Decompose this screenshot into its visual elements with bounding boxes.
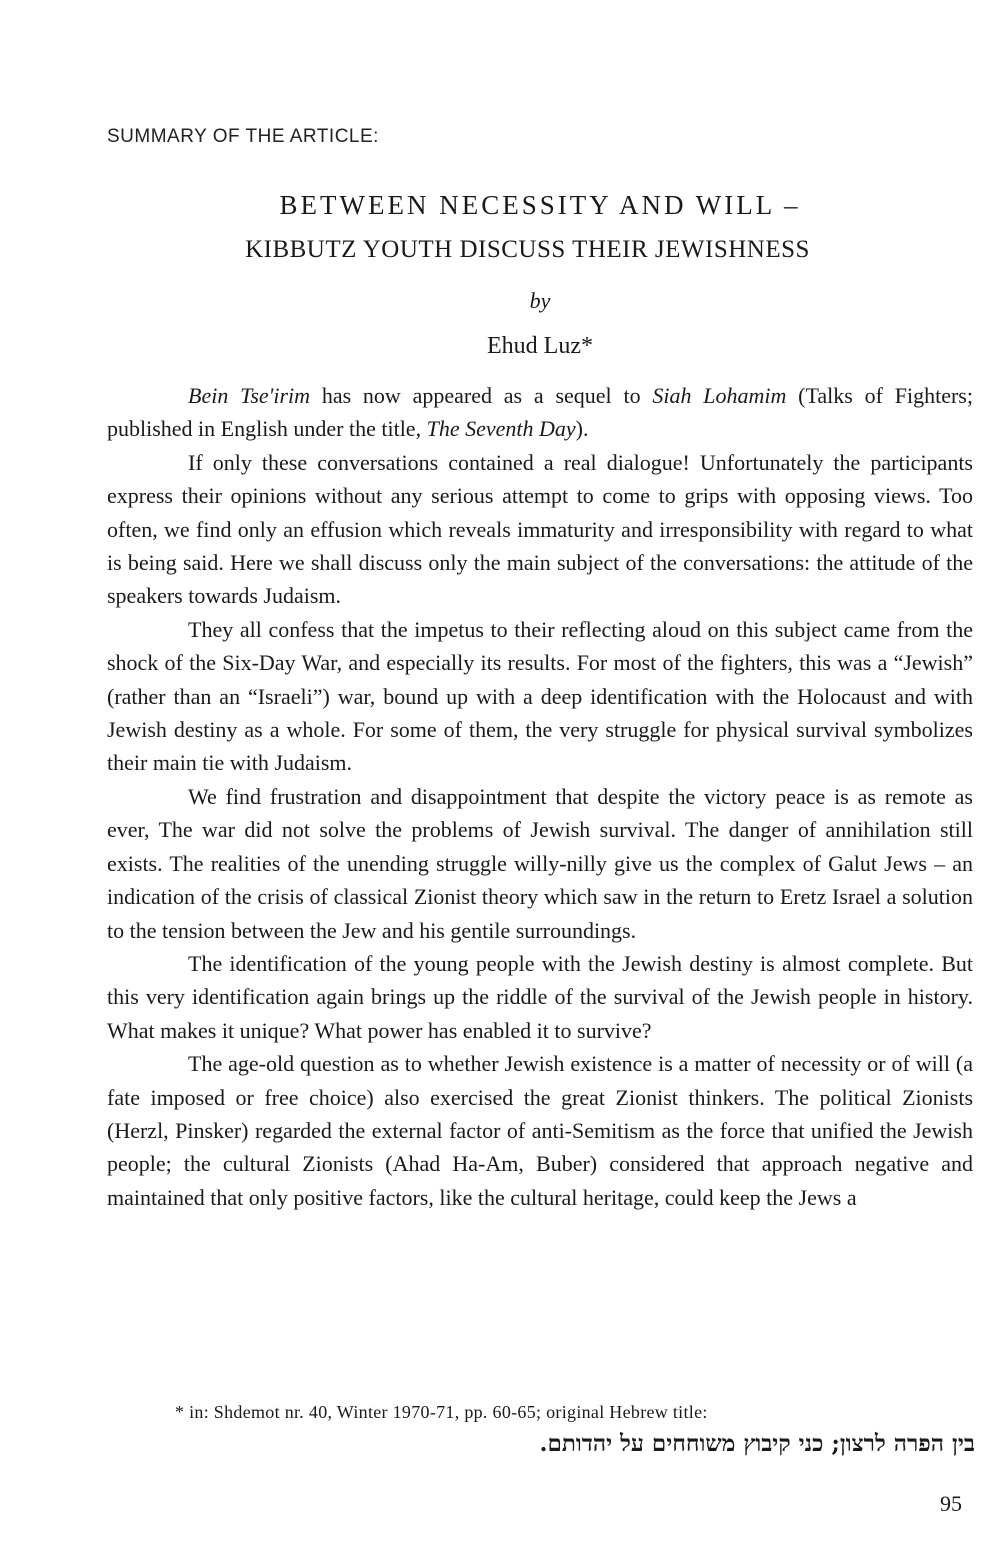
page-number: 95 bbox=[940, 1491, 962, 1516]
footnote: * in: Shdemot nr. 40, Winter 1970-71, pp. 60-65; original Hebrew title: bbox=[175, 1402, 708, 1422]
author-name: Ehud Luz* bbox=[487, 333, 593, 359]
article-title-line2: KIBBUTZ YOUTH DISCUSS THEIR JEWISHNESS bbox=[245, 236, 810, 263]
paragraph-5: The identification of the young people with the Jewish destiny is almost complete. But this very identification again brings up the riddle of the survival of the Jewish people in history. What makes it unique? What power has enabled it to survive? bbox=[107, 950, 973, 1043]
byline: by bbox=[529, 288, 551, 313]
article-body bbox=[107, 379, 973, 1214]
summary-label: SUMMARY OF THE ARTICLE: bbox=[107, 126, 379, 147]
hebrew-title: בין הפרה לרצון; כני קיבוץ משוחחים על יהדותם. bbox=[539, 1430, 975, 1457]
paragraph-1-text-c: ). bbox=[575, 416, 589, 442]
paragraph-4: We find frustration and disappointment that despite the victory peace is as remote as ever, The war did not solve the problems of Jewish survival. The danger of annihilation still exists. The realities of the unending struggle willy-nilly give us the complex of Galut Jews – an indication of the crisis of classical Zionist theory which saw in the return to Eretz Israel a solution to the tension between the Jew and his gentile surroundings. bbox=[107, 783, 973, 943]
paragraph-3: They all confess that the impetus to their reflecting aloud on this subject came from the shock of the Six-Day War, and especially its results. For most of the fighters, this was a “Jewish” (rather than an “Israeli”) war, bound up with a deep identification with the Holocaust and with Jewish destiny as a whole. For some of them, the very struggle for physical survival symbolizes their main tie with Judaism. bbox=[107, 616, 973, 776]
paragraph-6: The age-old question as to whether Jewish existence is a matter of necessity or of will (a fate imposed or free choice) also exercised the great Zionist thinkers. The political Zionists (Herzl, Pinsker) regarded the external factor of anti-Semitism as the force that unified the Jewish people; the cultural Zionists (Ahad Ha-Am, Buber) considered that approach negative and maintained that only positive factors, like the cultural heritage, could keep the Jews a bbox=[107, 1051, 973, 1210]
book-title-seventh-day: The Seventh Day bbox=[426, 416, 576, 442]
paragraph-1-text-b: (Talks of Fighters; published in English under the title, bbox=[107, 383, 973, 442]
paragraph-1 bbox=[107, 379, 973, 446]
paragraph-2: If only these conversations contained a real dialogue! Unfortunately the participants express their opinions without any serious attempt to come to grips with opposing views. Too often, we find only an effusion which reveals immaturity and irresponsibility with regard to what is being said. Here we shall discuss only the main subject of the conversations: the attitude of the speakers towards Judaism. bbox=[107, 449, 973, 609]
book-title-siah-lohamim: Siah Lohamim bbox=[652, 383, 787, 408]
book-title-bein-tseirim: Bein Tse'irim bbox=[188, 383, 311, 408]
paragraph-1-text-a: has now appeared as a sequel to bbox=[310, 383, 653, 408]
article-title-line1: BETWEEN NECESSITY AND WILL – bbox=[279, 190, 801, 220]
